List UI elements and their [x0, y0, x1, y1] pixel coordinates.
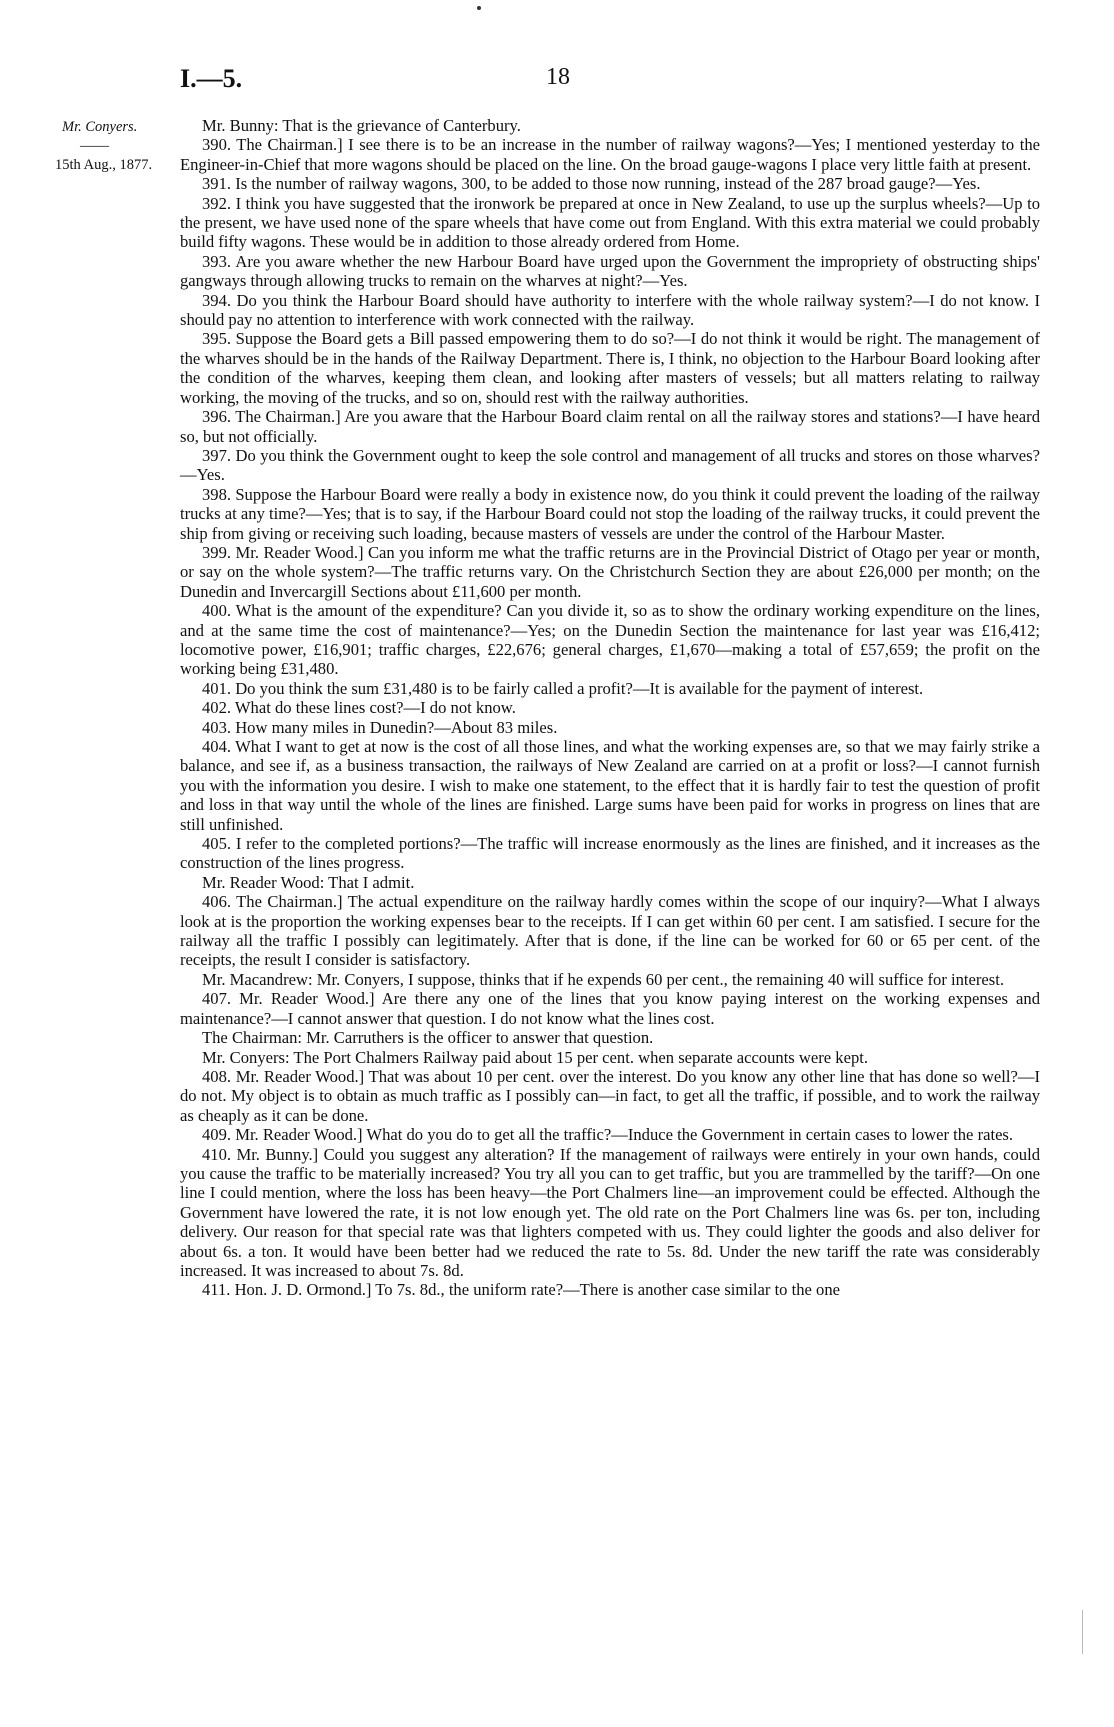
paragraph: 399. Mr. Reader Wood.] Can you inform me what the traffic returns are in the Provincial District of Otago per year or month, or say on the whole system?—The traffic returns vary. On the Christchurch Section they are about £26,000 per month; on the Dunedin and Invercargill Sections about £11,600 per month. [180, 542, 1040, 601]
paragraph: 408. Mr. Reader Wood.] That was about 10 per cent. over the interest. Do you know any other line that has done so well?—I do not. My object is to obtain as much traffic as I possibly can—in fact, to get all the traffic, if possible, and to work the railway as cheaply as it can be done. [180, 1066, 1040, 1125]
paragraph: 403. How many miles in Dunedin?—About 83 miles. [202, 717, 558, 737]
paragraph: Mr. Bunny: That is the grievance of Canterbury. [202, 116, 521, 135]
paragraph: 407. Mr. Reader Wood.] Are there any one of the lines that you know paying interest on the working expenses and maintenance?—I cannot answer that question. I do not know what the lines cost. [180, 989, 1040, 1028]
paragraph: 400. What is the amount of the expenditure? Can you divide it, so as to show the ordinary working expenditure on the lines, and at the same time the cost of maintenance?—Yes; on the Dunedin Section the maintenance for last year was £16,412; locomotive power, £16,901; traffic charges, £22,676; general charges, £1,670—making a total of £57,659; the profit on the working being £31,480. [180, 601, 1040, 679]
paragraph: 410. Mr. Bunny.] Could you suggest any alteration? If the management of railways were entirely in your own hands, could you cause the traffic to be materially increased? You try all you can to get traffic, but you are trammelled by the tariff?—On one line I could mention, where the loss has been heavy—the Port Chalmers line—an improvement could be effected. Although the Government have lowered the rate, it is not low enough yet. The old rate on the Port Chalmers line was 6s. per ton, including delivery. Our reason for that special rate was that lighters competed with us. They could lighter the goods and also deliver for about 6s. a ton. It would have been better had we reduced the rate to 5s. 8d. Under the new tariff the rate was considerably increased. It was increased to about 7s. 8d. [180, 1144, 1040, 1280]
section-header: I.—5. [180, 64, 243, 93]
paragraph: 405. I refer to the completed portions?—The traffic will increase enormously as the lines are finished, and it increases as the construction of the lines progress. [180, 834, 1040, 873]
paragraph: 401. Do you think the sum £31,480 is to be fairly called a profit?—It is available for the payment of interest. [202, 678, 924, 698]
paragraph: Mr. Conyers: The Port Chalmers Railway paid about 15 per cent. when separate accounts were kept. [202, 1047, 869, 1067]
paragraph: 411. Hon. J. D. Ormond.] To 7s. 8d., the uniform rate?—There is another case similar to the one [202, 1280, 841, 1300]
paragraph: 394. Do you think the Harbour Board should have authority to interfere with the whole railway system?—I do not know. I should pay no attention to interference with work connected with the railway. [180, 290, 1040, 330]
page-number: 18 [546, 64, 570, 90]
paragraph: 404. What I want to get at now is the cost of all those lines, and what the working expenses are, so that we may fairly strike a balance, and see if, as a business transaction, the railways of New Zealand are carried on at a profit or loss?—I cannot furnish you with the information you desire. I wish to make one statement, to the effect that it is hardly fair to test the question of profit and loss in that way until the whole of the lines are finished. Large sums have been paid for works in progress on lines that are still unfinished. [180, 737, 1040, 834]
print-mark [477, 6, 481, 10]
paragraph: 397. Do you think the Government ought to keep the sole control and management of all trucks and stores on those wharves?—Yes. [180, 445, 1040, 485]
paragraph: 406. The Chairman.] The actual expenditure on the railway hardly comes within the scope of our inquiry?—What I always look at is the proportion the working expenses bear to the receipts. If I can get within 60 per cent. I am satisfied. I secure for the railway all the traffic I possibly can legitimately. After that is done, if the line can be worked for 60 or 65 per cent. of the receipts, the result I consider is satisfactory. [180, 892, 1040, 970]
paragraph: 392. I think you have suggested that the ironwork be prepared at once in New Zealand, to use up the surplus wheels?—Up to the present, we have used none of the spare wheels that have come out from England. With this extra material we could probably build fifty wagons. These would be in addition to those already ordered from Home. [180, 193, 1040, 252]
paragraph: The Chairman: Mr. Carruthers is the officer to answer that question. [202, 1028, 654, 1048]
margin-date: 15th Aug., 1877. [55, 157, 153, 173]
paragraph: 409. Mr. Reader Wood.] What do you do to get all the traffic?—Induce the Government in certain cases to lower the rates. [202, 1125, 1014, 1145]
margin-dash: —— [80, 138, 109, 154]
paragraph: 396. The Chairman.] Are you aware that the Harbour Board claim rental on all the railway stores and stations?—I have heard so, but not officially. [180, 407, 1040, 446]
paragraph: 390. The Chairman.] I see there is to be an increase in the number of railway wagons?—Yes; I mentioned yesterday to the Engineer-in-Chief that more wagons should be placed on the line. On the broad gauge-wagons I place very little faith at present. [180, 135, 1040, 174]
page-edge-mark [1082, 1610, 1083, 1654]
testimony-body [180, 116, 1040, 1300]
paragraph: Mr. Macandrew: Mr. Conyers, I suppose, thinks that if he expends 60 per cent., the remaining 40 will suffice for interest. [202, 969, 1005, 989]
paragraph: 395. Suppose the Board gets a Bill passed empowering them to do so?—I do not think it would be right. The management of the wharves should be in the hands of the Railway Department. There is, I think, no objection to the Harbour Board looking after the condition of the wharves, keeping them clean, and looking after masters of vessels; but all matters relating to railway working, the moving of the trucks, and so on, should rest with the railway authorities. [180, 329, 1040, 407]
paragraph: 393. Are you aware whether the new Harbour Board have urged upon the Government the impropriety of obstructing ships' gangways through allowing trucks to remain on the wharves at night?—Yes. [180, 251, 1040, 291]
paragraph: Mr. Reader Wood: That I admit. [202, 872, 415, 892]
margin-witness-name: Mr. Conyers. [62, 119, 138, 135]
paragraph: 402. What do these lines cost?—I do not know. [202, 698, 516, 718]
paragraph: 391. Is the number of railway wagons, 300, to be added to those now running, instead of the 287 broad gauge?—Yes. [202, 174, 981, 194]
paragraph: 398. Suppose the Harbour Board were really a body in existence now, do you think it could prevent the loading of the railway trucks at any time?—Yes; that is to say, if the Harbour Board could not stop the loading of the railway trucks, it could prevent the ship from giving or receiving such loading, because masters of vessels are under the control of the Harbour Master. [180, 484, 1040, 543]
